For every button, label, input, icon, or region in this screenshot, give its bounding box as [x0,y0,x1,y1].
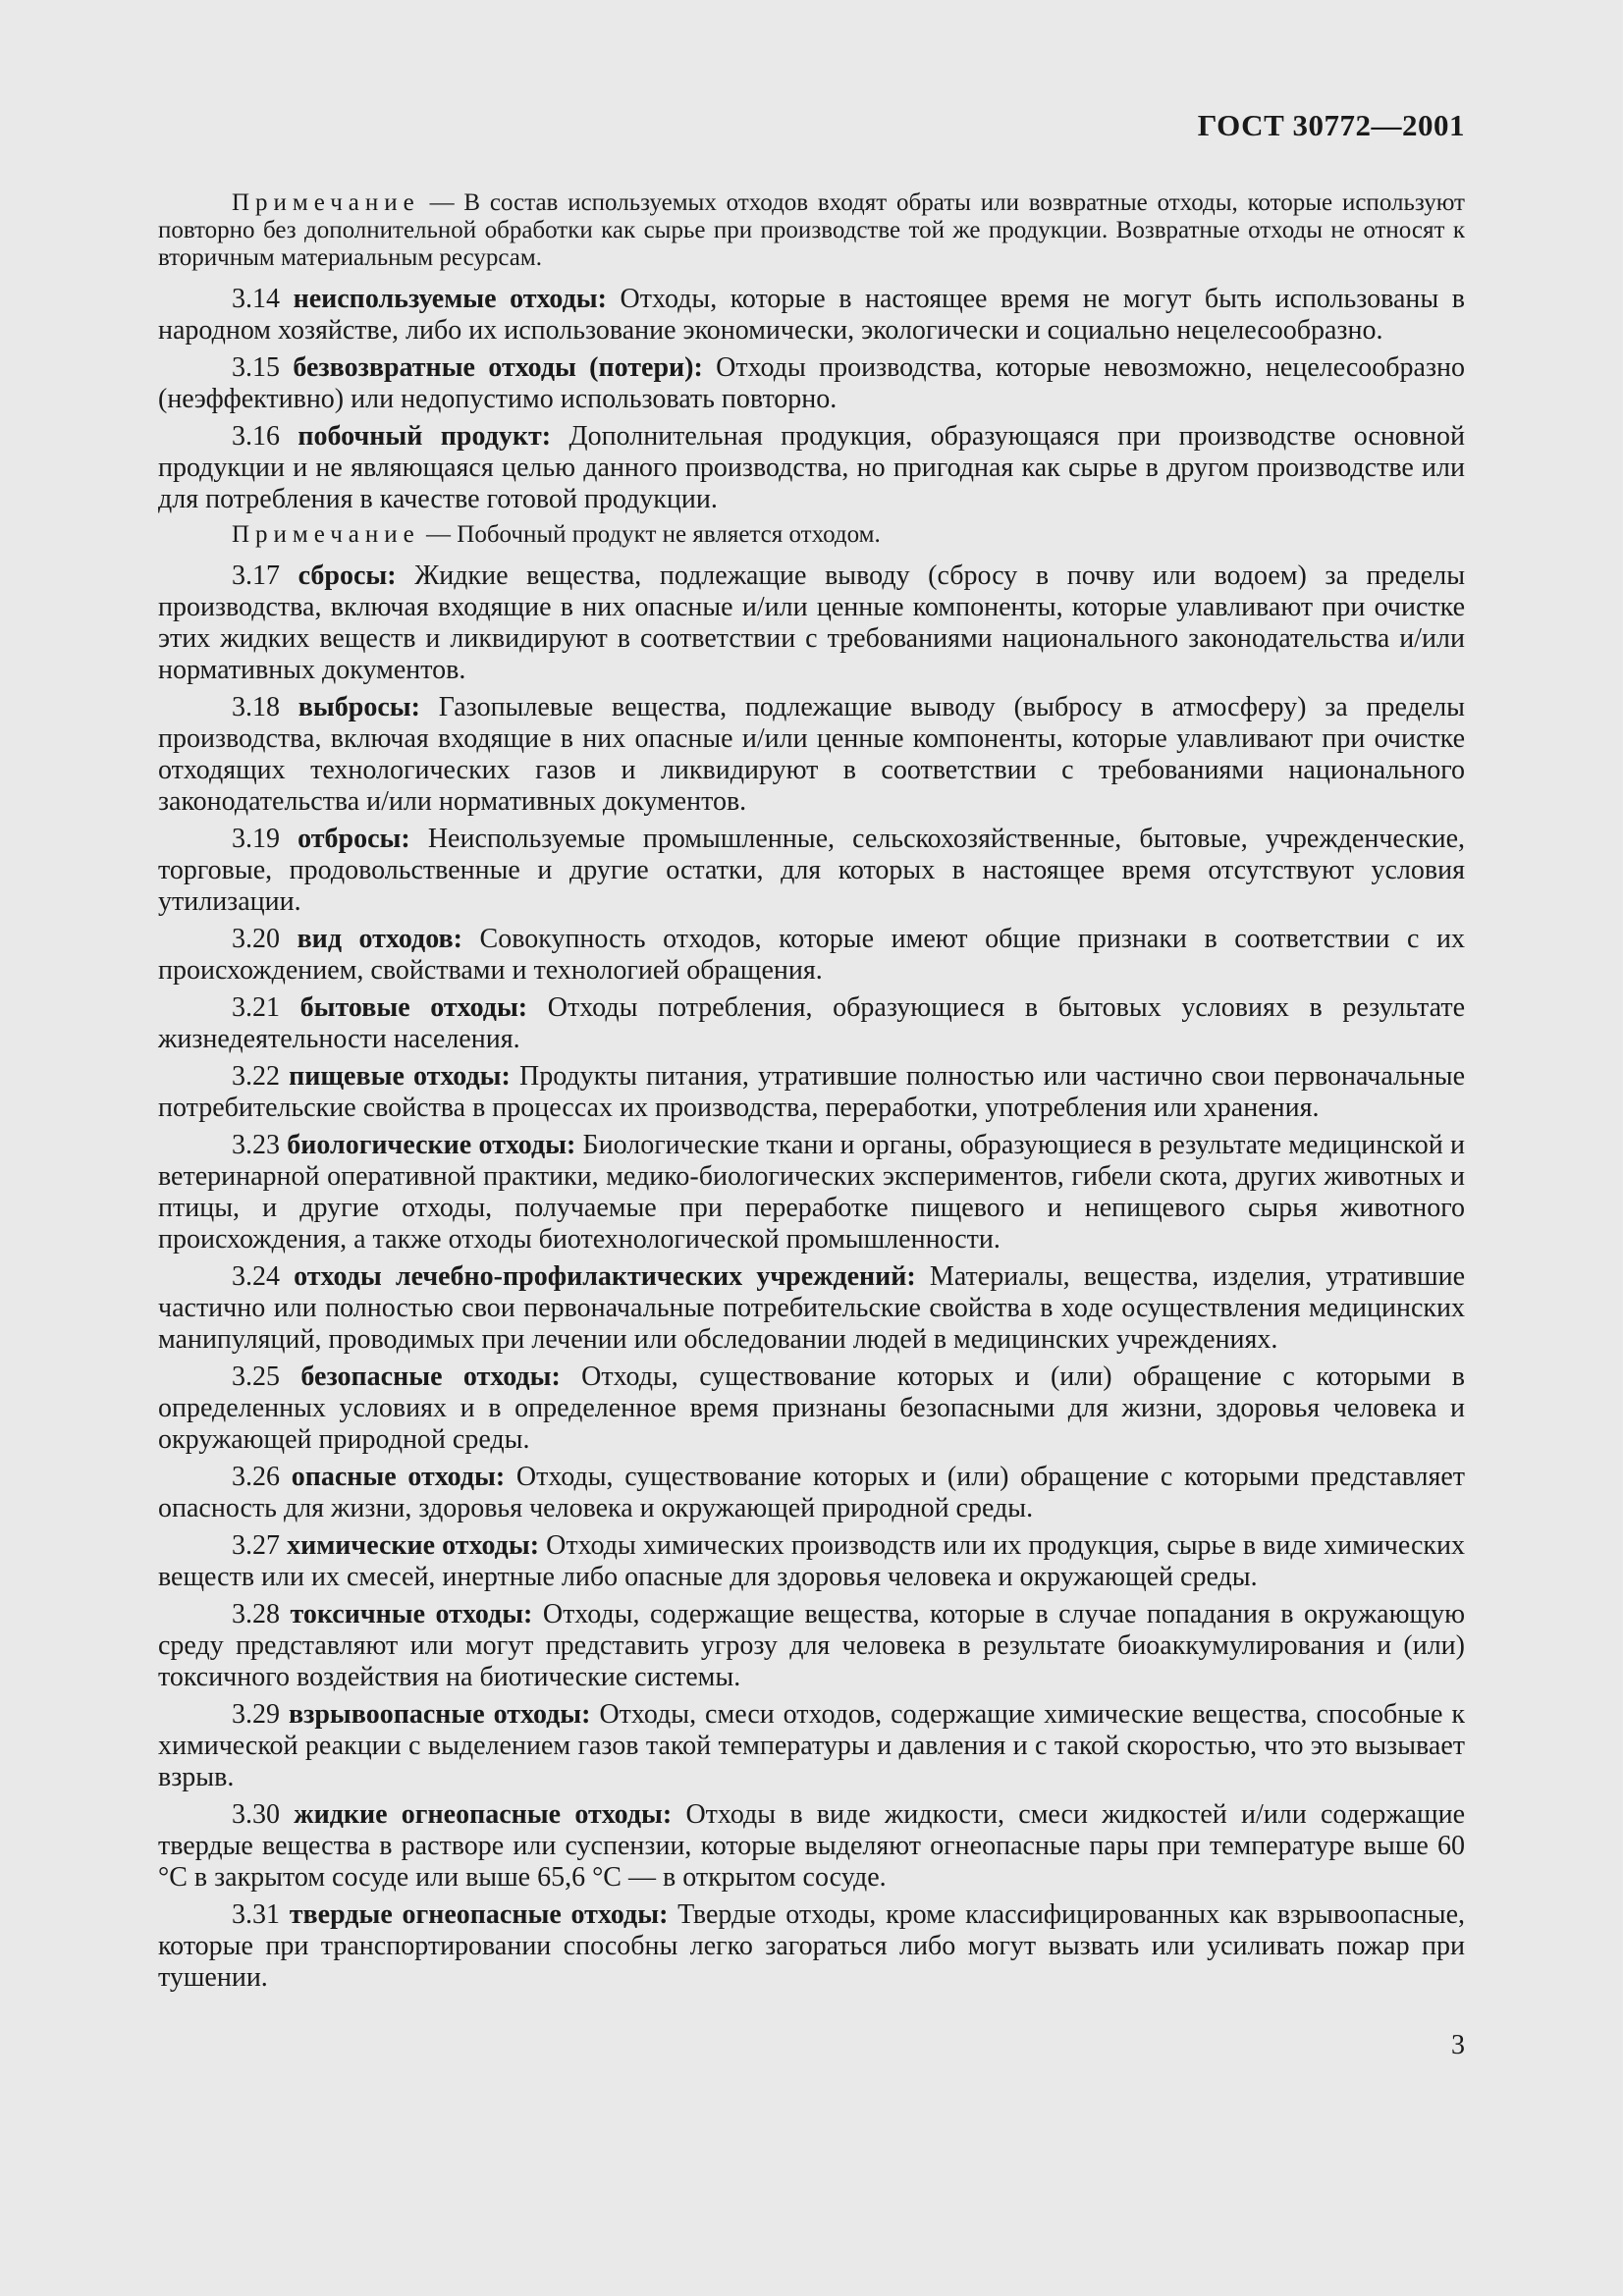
entry-definition: Отходы, которые в настоящее время не могут быть использованы в народном хозяйстве, либо их использование экономически, экологически и социально нецелесообразно. [158,284,1465,346]
entry-definition: Отходы, смеси отходов, содержащие химические вещества, способные к химической реакции с выделением газов такой температуры и давления и с такой скоростью, что это вызывает взрыв. [158,1699,1466,1792]
entry-definition: Отходы химических производств или их продукция, сырье в виде химических веществ или их смесей, инертные либо опасные для здоровья человека и окружающей среды. [158,1530,1465,1592]
entry-number: 3.18 [232,692,298,722]
definition-entry [158,1261,1465,1356]
entry-number: 3.27 [232,1530,288,1561]
entry-definition: Дополнительная продукция, образующаяся при производстве основной продукции и не являющаяся целью данного производства, но пригодная как сырье в другом производстве или для потребления в качестве готовой продукции. [158,421,1465,514]
entry-definition: Отходы потребления, образующиеся в бытовых условиях в результате жизнедеятельности населения. [158,992,1465,1054]
definition-entry [158,992,1465,1055]
definition-entry [158,1462,1465,1524]
definition-entry [158,561,1465,686]
definition-entry [158,284,1465,347]
entry-term: химические отходы: [287,1530,540,1561]
definition-entry [158,924,1465,987]
entry-term: безопасные отходы: [300,1362,561,1392]
entry-number: 3.22 [232,1061,290,1092]
entry-term: отбросы: [298,824,410,854]
entry-number: 3.19 [232,824,298,854]
entry-definition: Отходы производства, которые невозможно, нецелесообразно (неэффективно) или недопустимо использовать повторно. [158,352,1466,414]
entry-term: пищевые отходы: [289,1061,511,1092]
entry-definition: Отходы, существование которых и (или) обращение с которыми представляет опасность для жизни, здоровья человека и окружающей природной среды. [158,1462,1465,1523]
entry-term: побочный продукт: [298,421,552,452]
entry-term: выбросы: [298,692,420,722]
entry-definition: Совокупность отходов, которые имеют общие признаки в соответствии с их происхождением, свойствами и технологией обращения. [158,924,1465,986]
page-number: 3 [1451,2030,1465,2060]
entry-number: 3.29 [232,1699,289,1730]
entry-definition: Отходы в виде жидкости, смеси жидкостей и/или содержащие твердые вещества в растворе или суспензии, которые выделяют огнеопасные пары при температуре выше 60 °С в закрытом сосуде или выше 65,6 °С — в открытом сосуде. [158,1799,1466,1893]
entry-term: сбросы: [298,561,397,591]
entry-number: 3.26 [232,1462,292,1492]
definition-entry [158,352,1465,415]
entry-definition: Твердые отходы, кроме классифицированных как взрывоопасные, которые при транспортировании способны легко загораться либо могут вызвать или усиливать пожар при тушении. [158,1899,1466,1993]
definitions-list-a [158,284,1465,515]
definition-entry [158,1899,1465,1994]
entry-term: взрывоопасные отходы: [288,1699,591,1730]
entry-number: 3.25 [232,1362,301,1392]
entry-number: 3.28 [232,1599,291,1629]
definition-entry [158,1699,1465,1793]
definition-entry [158,421,1465,515]
entry-definition: Жидкие вещества, подлежащие выводу (сбросу в почву или водоем) за пределы производства, включая входящие в них опасные и/или ценные компоненты, которые улавливают при очистке этих жидких веществ и ликвидируют в соответствии с требованиями национального законодательства и/или нормативных документов. [158,561,1466,685]
entry-term: безвозвратные отходы (потери): [293,352,703,383]
entry-number: 3.17 [232,561,298,591]
definitions-list-b [158,561,1465,1994]
standard-designation: ГОСТ 30772—2001 [1197,108,1465,142]
definition-entry [158,1362,1465,1456]
entry-term: твердые огнеопасные отходы: [289,1899,669,1930]
entry-term: отходы лечебно-профилактических учреждений: [294,1261,916,1292]
entry-number: 3.30 [232,1799,295,1830]
note-byproduct [158,521,1465,549]
entry-term: жидкие огнеопасные отходы: [294,1799,673,1830]
entry-term: неиспользуемые отходы: [293,284,607,314]
entry-number: 3.31 [232,1899,290,1930]
note-label: Примечание [232,189,420,216]
definition-entry [158,692,1465,818]
entry-number: 3.21 [232,992,300,1023]
entry-definition: Отходы, содержащие вещества, которые в случае попадания в окружающую среду представляют или могут представить угрозу для человека в результате биоаккумулирования и (или) токсичного воздействия на биотические системы. [158,1599,1465,1692]
entry-number: 3.16 [232,421,298,452]
definition-entry [158,1599,1465,1693]
entry-definition: Неиспользуемые промышленные, сельскохозяйственные, бытовые, учрежденческие, торговые, продовольственные и другие остатки, для которых в настоящее время отсутствуют условия утилизации. [158,824,1465,917]
entry-term: токсичные отходы: [290,1599,533,1629]
entry-term: биологические отходы: [287,1130,576,1160]
entry-number: 3.23 [232,1130,288,1160]
note-label: Примечание [232,521,420,548]
definition-entry [158,824,1465,918]
definition-entry [158,1799,1465,1894]
entry-definition: Отходы, существование которых и (или) обращение с которыми в определенных условиях и в определенное время признаны безопасными для жизни, здоровья человека и окружающей природной среды. [158,1362,1465,1455]
entry-term: бытовые отходы: [299,992,528,1023]
entry-number: 3.20 [232,924,298,954]
document-body [158,189,1465,2000]
entry-number: 3.24 [232,1261,295,1292]
entry-number: 3.14 [232,284,294,314]
entry-term: опасные отходы: [291,1462,506,1492]
entry-term: вид отходов: [297,924,462,954]
definition-entry [158,1061,1465,1124]
definition-entry [158,1530,1465,1593]
note-used-waste [158,189,1465,272]
note-text: — Побочный продукт не является отходом. [419,521,881,548]
entry-definition: Газопылевые вещества, подлежащие выводу (выбросу в атмосферу) за пределы производства, включая входящие в них опасные и/или ценные компоненты, которые улавливают при очистке отходящих технологических газов и ликвидируют в соответствии с требованиями национального законодательства и/или нормативных документов. [158,692,1465,817]
entry-number: 3.15 [232,352,294,383]
entry-definition: Продукты питания, утратившие полностью или частично свои первоначальные потребительские свойства в процессах их производства, переработки, употребления или хранения. [158,1061,1465,1123]
entry-definition: Биологические ткани и органы, образующиеся в результате медицинской и ветеринарной оперативной практики, медико-биологических экспериментов, гибели скота, других животных и птицы, и другие отходы, получаемые при переработке пищевого и непищевого сырья животного происхождения, а также отходы биотехнологической промышленности. [158,1130,1465,1255]
entry-definition: Материалы, вещества, изделия, утратившие частично или полностью свои первоначальные потребительские свойства в ходе осуществления медицинских манипуляций, проводимых при лечении или обследовании людей в медицинских учреждениях. [158,1261,1465,1355]
note-text: — В состав используемых отходов входят обраты или возвратные отходы, которые используют повторно без дополнительной обработки как сырье при производстве той же продукции. Возвратные отходы не относят к вторичным материальным ресурсам. [158,189,1465,271]
definition-entry [158,1130,1465,1255]
